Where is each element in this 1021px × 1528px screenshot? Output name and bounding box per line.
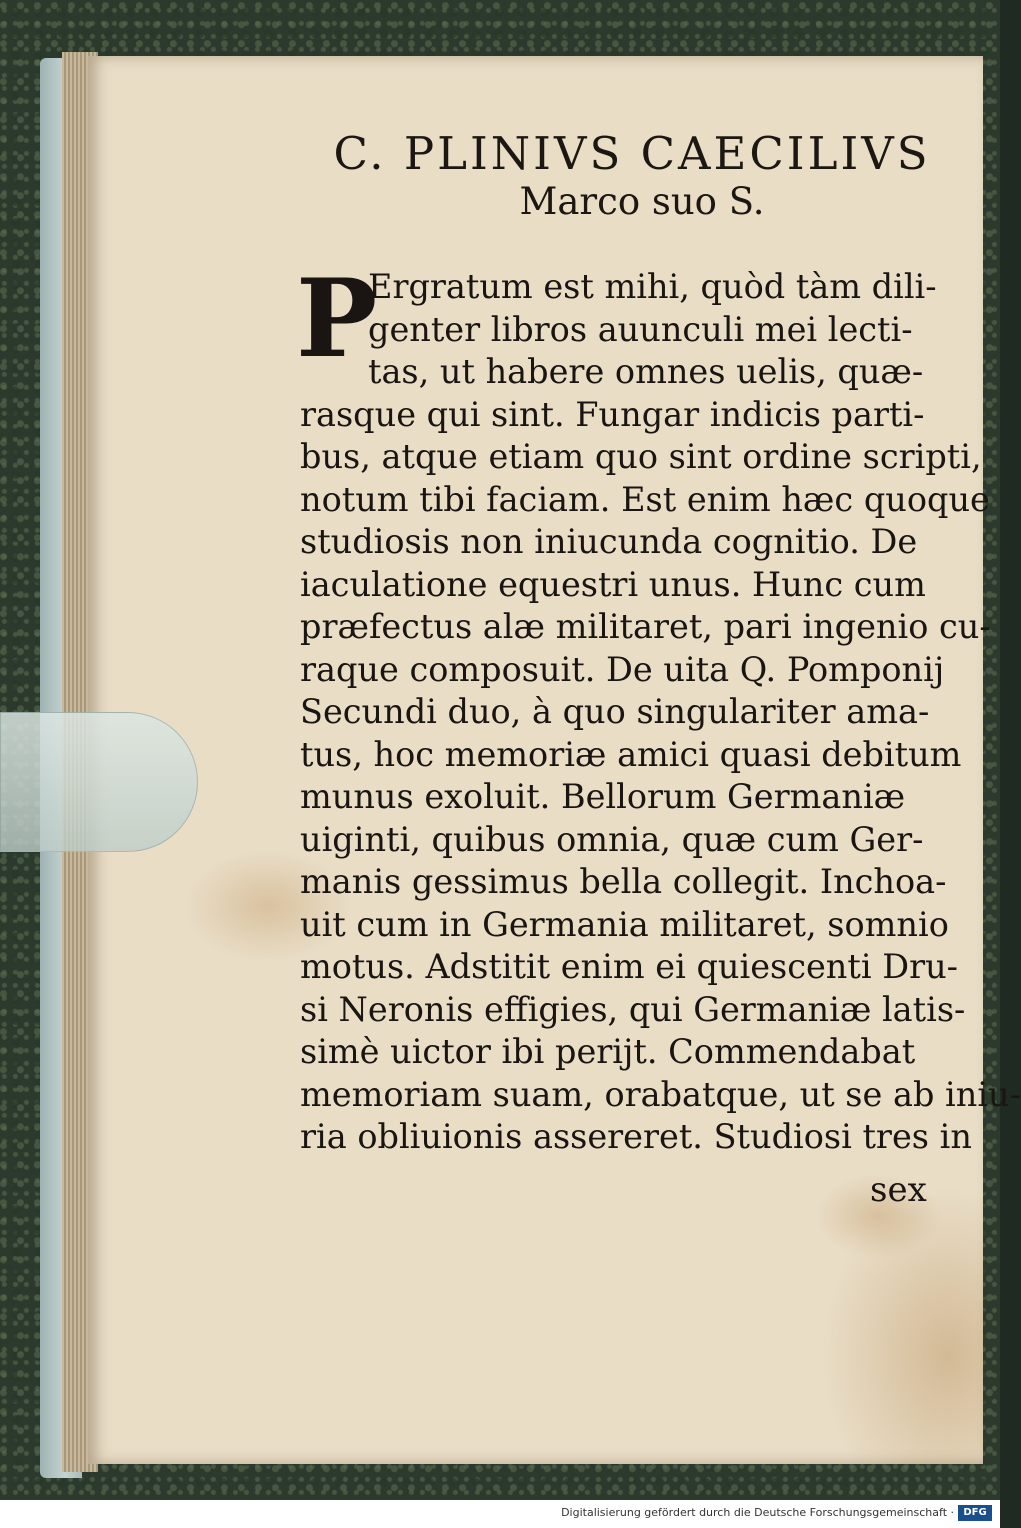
text-line: raque composuit. De uita Q. Pomponij xyxy=(300,649,945,689)
text-line: manis gessimus bella collegit. Inchoa- xyxy=(300,862,947,901)
heading-subtitle: Marco suo S. xyxy=(519,180,765,223)
text-line: motus. Adstitit enim ei quiescenti Dru- xyxy=(300,947,958,986)
text-line: tus, hoc memoriæ amici quasi debitum xyxy=(300,734,962,774)
text-line: iaculatione equestri unus. Hunc cum xyxy=(300,564,926,604)
text-line: uit cum in Germania militaret, somnio xyxy=(300,904,949,944)
text-line: uiginti, quibus omnia, quæ cum Ger- xyxy=(300,819,924,859)
text-line: genter libros auunculi mei lecti- xyxy=(368,309,913,349)
page-clip-tab xyxy=(0,712,198,852)
heading-title: C. PLINIVS CAECILIVS xyxy=(333,127,931,180)
footer-credit: Digitalisierung gefördert durch die Deutsche Forschungsgemeinschaft · xyxy=(561,1506,954,1519)
text-line: simè uictor ibi perijt. Commendabat xyxy=(300,1032,916,1071)
text-line: bus, atque etiam quo sint ordine scripti, xyxy=(300,437,982,476)
text-line: ria obliuionis assereret. Studiosi tres in xyxy=(300,1117,972,1156)
text-line: studiosis non iniucunda cognitio. De xyxy=(300,522,918,561)
text-line: notum tibi faciam. Est enim hæc quoque xyxy=(300,479,990,519)
catchword: sex xyxy=(870,1170,927,1210)
body-text xyxy=(300,266,1021,1159)
text-line: memoriam suam, orabatque, ut se ab iniu- xyxy=(300,1074,1021,1114)
text-line: tas, ut habere omnes uelis, quæ- xyxy=(368,352,924,391)
page-heading xyxy=(230,128,970,224)
text-line: Secundi duo, à quo singulariter ama- xyxy=(300,692,930,731)
text-line: rasque qui sint. Fungar indicis parti- xyxy=(300,394,925,434)
digitization-footer xyxy=(0,1500,1000,1528)
text-line: si Neronis effigies, qui Germaniæ latis- xyxy=(300,989,966,1029)
text-line: munus exoluit. Bellorum Germaniæ xyxy=(300,777,906,816)
dfg-logo-icon: DFG xyxy=(958,1505,992,1521)
text-line: Ergratum est mihi, quòd tàm dili- xyxy=(368,267,937,306)
text-line: præfectus alæ militaret, pari ingenio cu- xyxy=(300,607,991,646)
drop-capital: P xyxy=(296,256,378,382)
